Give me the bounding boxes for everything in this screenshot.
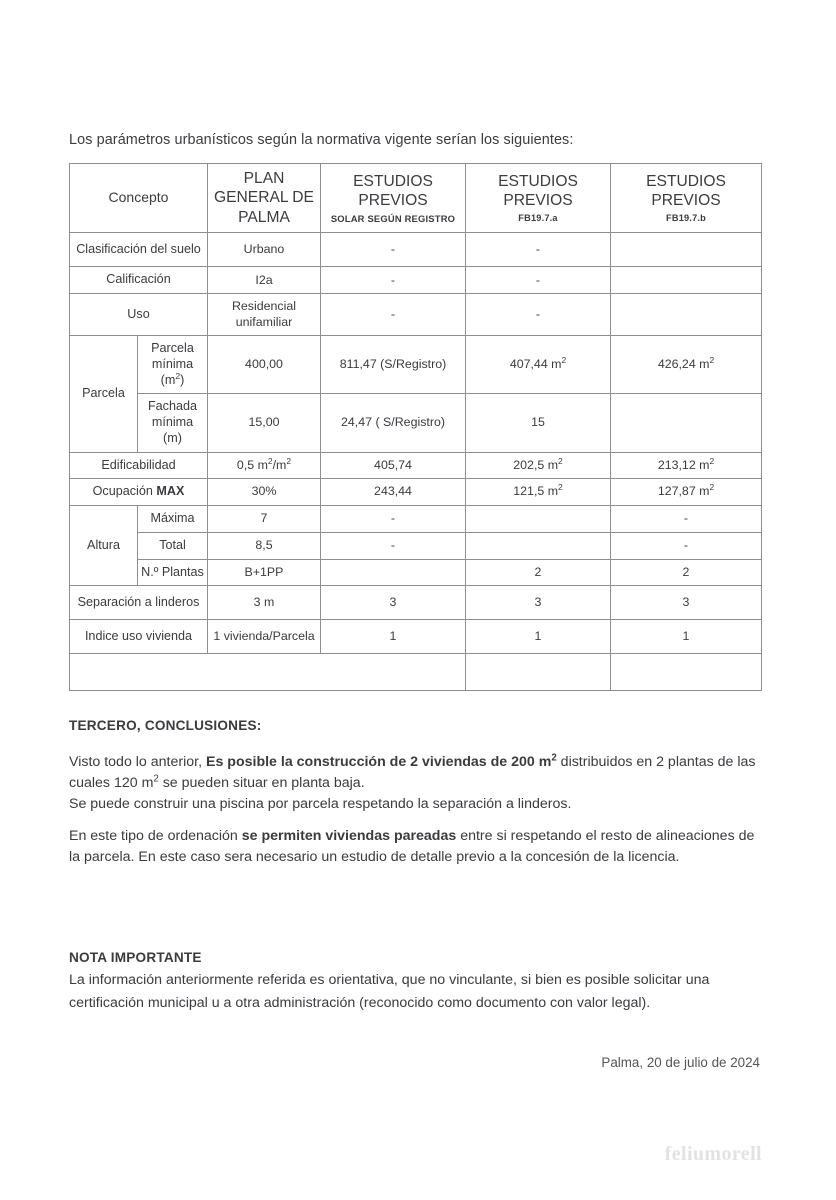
cell-clasificacion-solar: - (321, 233, 466, 267)
row-label-calificacion: Calificación (70, 267, 208, 294)
row-label-ocupacion-max-badge: MAX (156, 484, 185, 499)
cell-parcela-minima-fb-a: 407,44 $m^2$ (466, 336, 611, 394)
table-row (70, 267, 762, 294)
header-estudios-previos-fb-a-sub: FB19.7.a (518, 212, 558, 223)
cell-fachada-minima-fb-a: 15 (466, 394, 611, 452)
row-group-parcela: Parcela (70, 336, 138, 452)
cell-uso-fb-b (611, 294, 762, 336)
cell-clasificacion-fb-b (611, 233, 762, 267)
table-row (70, 620, 762, 654)
note-body: La información anteriormente referida es orientativa, que no vinculante, si bien es posible solicitar una certificación municipal u a otra administración (reconocido como documento con valor legal). (69, 972, 710, 1011)
cell-ocupacion-fb-b: 127,87 $m^2$ (611, 479, 762, 506)
intro-paragraph: Los parámetros urbanísticos según la normativa vigente serían los siguientes: (69, 132, 574, 148)
cell-altura-maxima-fb-a (466, 506, 611, 533)
conclusions-p1-highlight: Es posible la construcción de 2 viviendas de 200 $m^2$ (205, 752, 557, 770)
cell-ocupacion-solar: 243,44 (321, 479, 466, 506)
cell-numero-plantas-fb-b: 2 (611, 559, 762, 586)
cell-empty-fb-b (611, 654, 762, 691)
row-label-indice-uso-vivienda: Indice uso vivienda (70, 620, 208, 654)
cell-clasificacion-fb-a: - (466, 233, 611, 267)
row-label-edificabilidad: Edificabilidad (70, 452, 208, 479)
table-header-row (70, 164, 762, 233)
signoff-date: Palma, 20 de julio de 2024 (601, 1055, 760, 1070)
table-row (70, 294, 762, 336)
cell-calificacion-fb-a: - (466, 267, 611, 294)
cell-edificabilidad-solar: 405,74 (321, 452, 466, 479)
cell-calificacion-pgp: I2a (208, 267, 321, 294)
cell-fachada-minima-pgp: 15,00 (208, 394, 321, 452)
row-label-numero-plantas: N.º Plantas (138, 559, 208, 586)
conclusions-p2-highlight: se permiten viviendas pareadas (241, 828, 457, 844)
cell-calificacion-fb-b (611, 267, 762, 294)
parameters-table-container (69, 163, 761, 691)
header-estudios-previos-fb-b-main: ESTUDIOS PREVIOS (646, 172, 726, 210)
cell-parcela-minima-fb-b: 426,24 $m^2$ (611, 336, 762, 394)
header-estudios-previos-fb-a-main: ESTUDIOS PREVIOS (498, 172, 578, 210)
table-row (70, 506, 762, 533)
cell-calificacion-solar: - (321, 267, 466, 294)
conclusions-p1-tail: distribuidos en 2 plantas de las cuales 120 $m^2$ se pueden situar en planta baja. (69, 754, 756, 792)
row-label-altura-total: Total (138, 532, 208, 559)
header-estudios-previos-fb-b (611, 164, 762, 233)
cell-numero-plantas-pgp: B+1PP (208, 559, 321, 586)
table-row (70, 336, 762, 394)
header-estudios-previos-solar (321, 164, 466, 233)
header-estudios-previos-solar-main: ESTUDIOS PREVIOS (353, 172, 433, 210)
conclusions-p1-pool: Se puede construir una piscina por parcela respetando la separación a linderos. (69, 796, 572, 813)
cell-edificabilidad-pgp: 0,5 $m^2/m^2$ (208, 452, 321, 479)
cell-numero-plantas-solar (321, 559, 466, 586)
cell-ocupacion-fb-a: 121,5 $m^2$ (466, 479, 611, 506)
cell-separacion-pgp: 3 m (208, 586, 321, 620)
cell-indice-fb-a: 1 (466, 620, 611, 654)
row-label-separacion-linderos: Separación a linderos (70, 586, 208, 620)
cell-altura-maxima-fb-b: - (611, 506, 762, 533)
cell-fachada-minima-fb-b (611, 394, 762, 452)
cell-altura-maxima-solar: - (321, 506, 466, 533)
cell-altura-total-fb-a (466, 532, 611, 559)
conclusions-paragraph-1 (69, 752, 769, 815)
row-label-clasificacion: Clasificación del suelo (70, 233, 208, 267)
cell-separacion-fb-a: 3 (466, 586, 611, 620)
row-label-ocupacion-text: Ocupación (92, 484, 157, 499)
cell-clasificacion-pgp: Urbano (208, 233, 321, 267)
cell-empty-fb-a (466, 654, 611, 691)
table-row (70, 559, 762, 586)
cell-edificabilidad-fb-a: 202,5 $m^2$ (466, 452, 611, 479)
cell-altura-maxima-pgp: 7 (208, 506, 321, 533)
table-row (70, 233, 762, 267)
table-row (70, 479, 762, 506)
cell-fachada-minima-solar: 24,47 ( S/Registro) (321, 394, 466, 452)
conclusions-heading: TERCERO, CONCLUSIONES: (69, 718, 262, 733)
row-label-parcela-minima: Parcela mínima $(m^2)$ (138, 336, 208, 394)
header-estudios-previos-fb-a (466, 164, 611, 233)
cell-ocupacion-pgp: 30% (208, 479, 321, 506)
note-heading: NOTA IMPORTANTE (69, 950, 202, 965)
cell-separacion-fb-b: 3 (611, 586, 762, 620)
cell-empty-left (70, 654, 466, 691)
cell-parcela-minima-pgp: 400,00 (208, 336, 321, 394)
header-plan-general: PLAN GENERAL DE PALMA (208, 164, 321, 233)
header-estudios-previos-fb-b-sub: FB19.7.b (666, 212, 706, 223)
company-logo-wordmark: feliumorell (664, 1143, 762, 1165)
conclusions-p2-lead: En este tipo de ordenación (69, 828, 242, 844)
cell-edificabilidad-fb-b: 213,12 $m^2$ (611, 452, 762, 479)
cell-altura-total-pgp: 8,5 (208, 532, 321, 559)
urban-parameters-table (69, 163, 762, 691)
header-concepto: Concepto (70, 164, 208, 233)
cell-separacion-solar: 3 (321, 586, 466, 620)
table-row (70, 586, 762, 620)
cell-uso-fb-a: - (466, 294, 611, 336)
cell-uso-pgp: Residencial unifamiliar (208, 294, 321, 336)
conclusions-p2-tail: entre si respetando el resto de alineaciones de la parcela. En este caso sera necesario un estudio de detalle previo a la concesión de la licencia. (69, 828, 755, 866)
table-row (70, 452, 762, 479)
conclusions-paragraph-2 (69, 826, 769, 868)
table-row (70, 394, 762, 452)
row-group-altura: Altura (70, 506, 138, 586)
cell-parcela-minima-solar: 811,47 (S/Registro) (321, 336, 466, 394)
row-label-fachada-minima: Fachada mínima (m) (138, 394, 208, 452)
cell-indice-fb-b: 1 (611, 620, 762, 654)
table-row-empty (70, 654, 762, 691)
cell-indice-solar: 1 (321, 620, 466, 654)
cell-uso-solar: - (321, 294, 466, 336)
row-label-altura-maxima: Máxima (138, 506, 208, 533)
row-label-uso: Uso (70, 294, 208, 336)
conclusions-p1-lead: Visto todo lo anterior, (69, 754, 206, 770)
cell-altura-total-fb-b: - (611, 532, 762, 559)
cell-altura-total-solar: - (321, 532, 466, 559)
header-estudios-previos-solar-sub: SOLAR SEGÚN REGISTRO (330, 212, 456, 224)
cell-numero-plantas-fb-a: 2 (466, 559, 611, 586)
row-label-ocupacion-max (70, 479, 208, 506)
cell-indice-pgp: 1 vivienda/Parcela (208, 620, 321, 654)
table-row (70, 532, 762, 559)
